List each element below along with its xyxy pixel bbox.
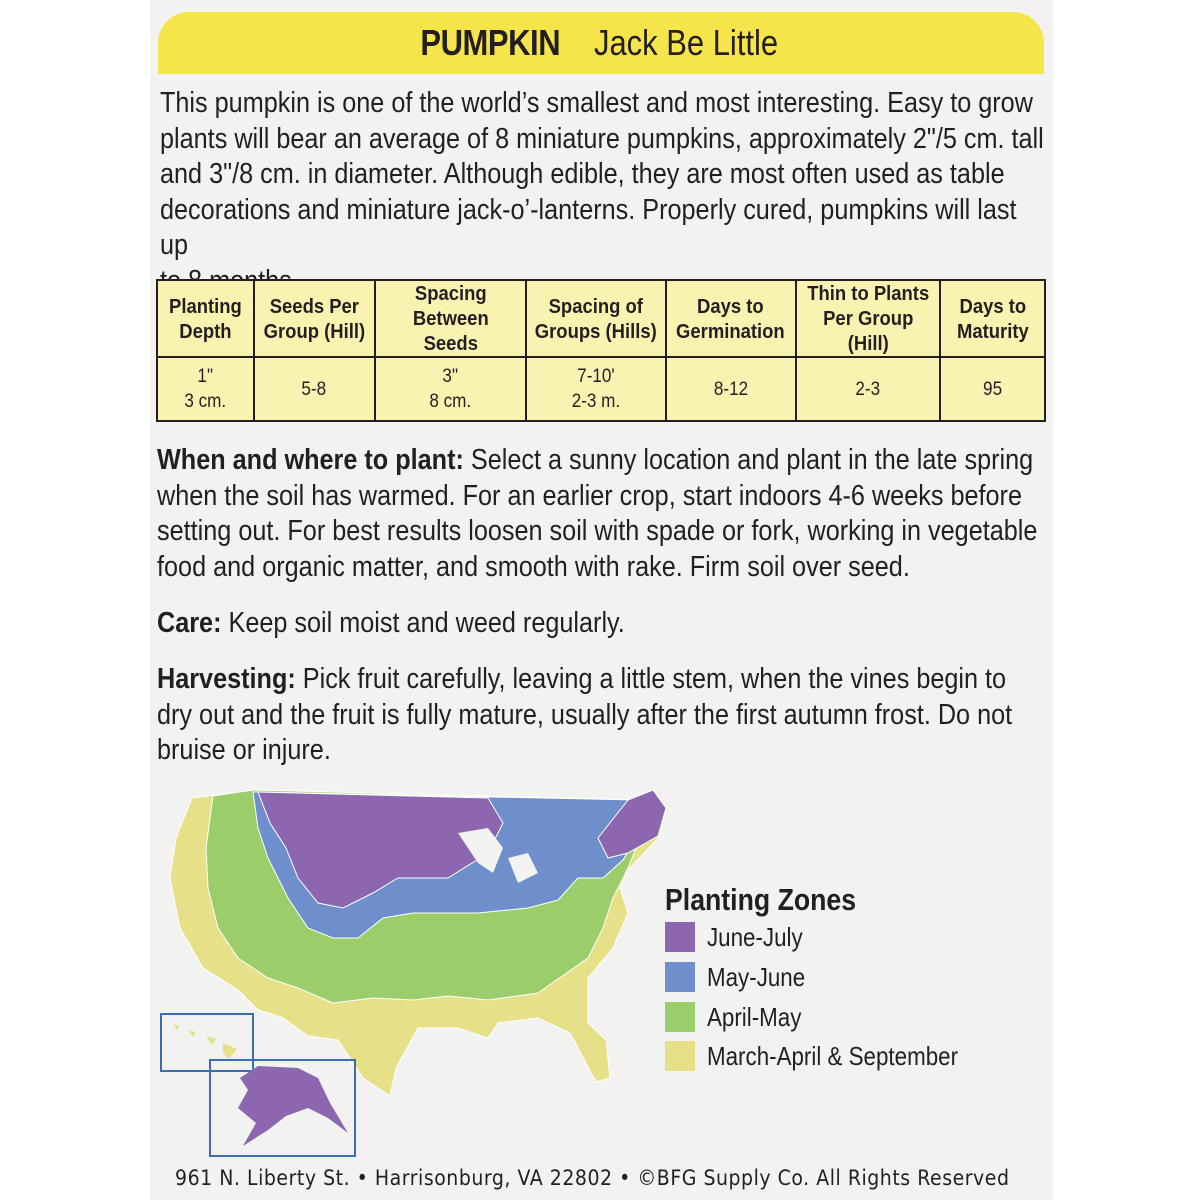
intro-paragraph (160, 86, 1045, 299)
alaska-shape (238, 1066, 348, 1146)
intro-line: plants will bear an average of 8 miniature pumpkins, approximately 2"/5 cm. tall (160, 122, 1044, 155)
cell-thin-to-plants: 2-3 (796, 357, 940, 421)
harvesting-section (157, 662, 1042, 769)
cell-planting-depth: 1" 3 cm. (157, 357, 254, 421)
legend-title: Planting Zones (665, 882, 857, 917)
intro-line: decorations and miniature jack-o’-lanterns. Properly cured, pumpkins will last up (160, 193, 1017, 261)
header-planting-depth: Planting Depth (157, 280, 254, 357)
product-name: PUMPKIN (420, 22, 560, 63)
hawaii-islands (173, 1024, 237, 1059)
cell-spacing-between-seeds: 3" 8 cm. (375, 357, 527, 421)
legend-swatch (665, 922, 695, 952)
table-header-row (157, 280, 1045, 357)
harvesting-line: bruise or injure. (157, 734, 331, 766)
when-where-section (157, 443, 1042, 585)
care-heading: Care: (157, 607, 222, 639)
footer-address: 961 N. Liberty St. • Harrisonburg, VA 22802 • ©BFG Supply Co. All Rights Reserved (175, 1166, 1010, 1191)
when-where-line: when the soil has warmed. For an earlier crop, start indoors 4-6 weeks before (157, 479, 1022, 512)
harvesting-line: dry out and the fruit is fully mature, usually after the first autumn frost. Do not (157, 698, 1013, 731)
legend-item-april-may (665, 1002, 817, 1032)
table-row (157, 357, 1045, 421)
legend-swatch (665, 962, 695, 992)
title-bar (158, 12, 1044, 74)
header-spacing-of-groups: Spacing of Groups (Hills) (526, 280, 666, 357)
legend-swatch (665, 1041, 695, 1071)
care-text: Keep soil moist and weed regularly. (221, 607, 625, 639)
intro-line: and 3"/8 cm. in diameter. Although edible, they are most often used as table (160, 158, 1005, 190)
cell-days-to-maturity: 95 (940, 357, 1045, 421)
legend-item-june-july (665, 922, 818, 952)
cell-spacing-of-groups: 7-10' 2-3 m. (526, 357, 666, 421)
when-where-line: food and organic matter, and smooth with rake. Firm soil over seed. (157, 550, 910, 583)
hawaii-inset-frame (161, 1014, 253, 1071)
legend-label: June-July (707, 921, 803, 952)
legend-label: May-June (707, 961, 806, 992)
harvesting-heading: Harvesting: (157, 663, 296, 695)
cell-days-to-germination: 8-12 (666, 357, 796, 421)
planting-zone-map (158, 778, 678, 1160)
legend-swatch (665, 1002, 695, 1032)
header-days-to-germination: Days to Germination (666, 280, 796, 357)
legend-item-march-april-september (665, 1041, 999, 1071)
legend-label: April-May (707, 1001, 802, 1032)
intro-line: This pumpkin is one of the world’s smallest and most interesting. Easy to grow (160, 87, 1033, 119)
header-days-to-maturity: Days to Maturity (940, 280, 1045, 357)
us-map (158, 778, 678, 1160)
when-where-line-1: When and where to plant: Select a sunny location and plant in the late spring (157, 444, 1034, 476)
care-section (157, 606, 1042, 642)
when-where-line: setting out. For best results loosen soil with spade or fork, working in vegetable (157, 515, 1038, 547)
header-spacing-between-seeds: Spacing Between Seeds (375, 280, 527, 357)
cell-seeds-per-group: 5-8 (254, 357, 375, 421)
planting-zones-legend (665, 882, 959, 1071)
harvesting-line-1: Harvesting: Pick fruit carefully, leaving a little stem, when the vines begin to (157, 663, 1007, 695)
header-thin-to-plants: Thin to Plants Per Group (Hill) (796, 280, 940, 357)
planting-table (156, 279, 1046, 422)
legend-label: March-April & September (707, 1040, 959, 1071)
variety-name: Jack Be Little (594, 22, 779, 63)
when-where-heading: When and where to plant: (157, 444, 464, 476)
header-seeds-per-group: Seeds Per Group (Hill) (254, 280, 375, 357)
legend-item-may-june (665, 962, 821, 992)
